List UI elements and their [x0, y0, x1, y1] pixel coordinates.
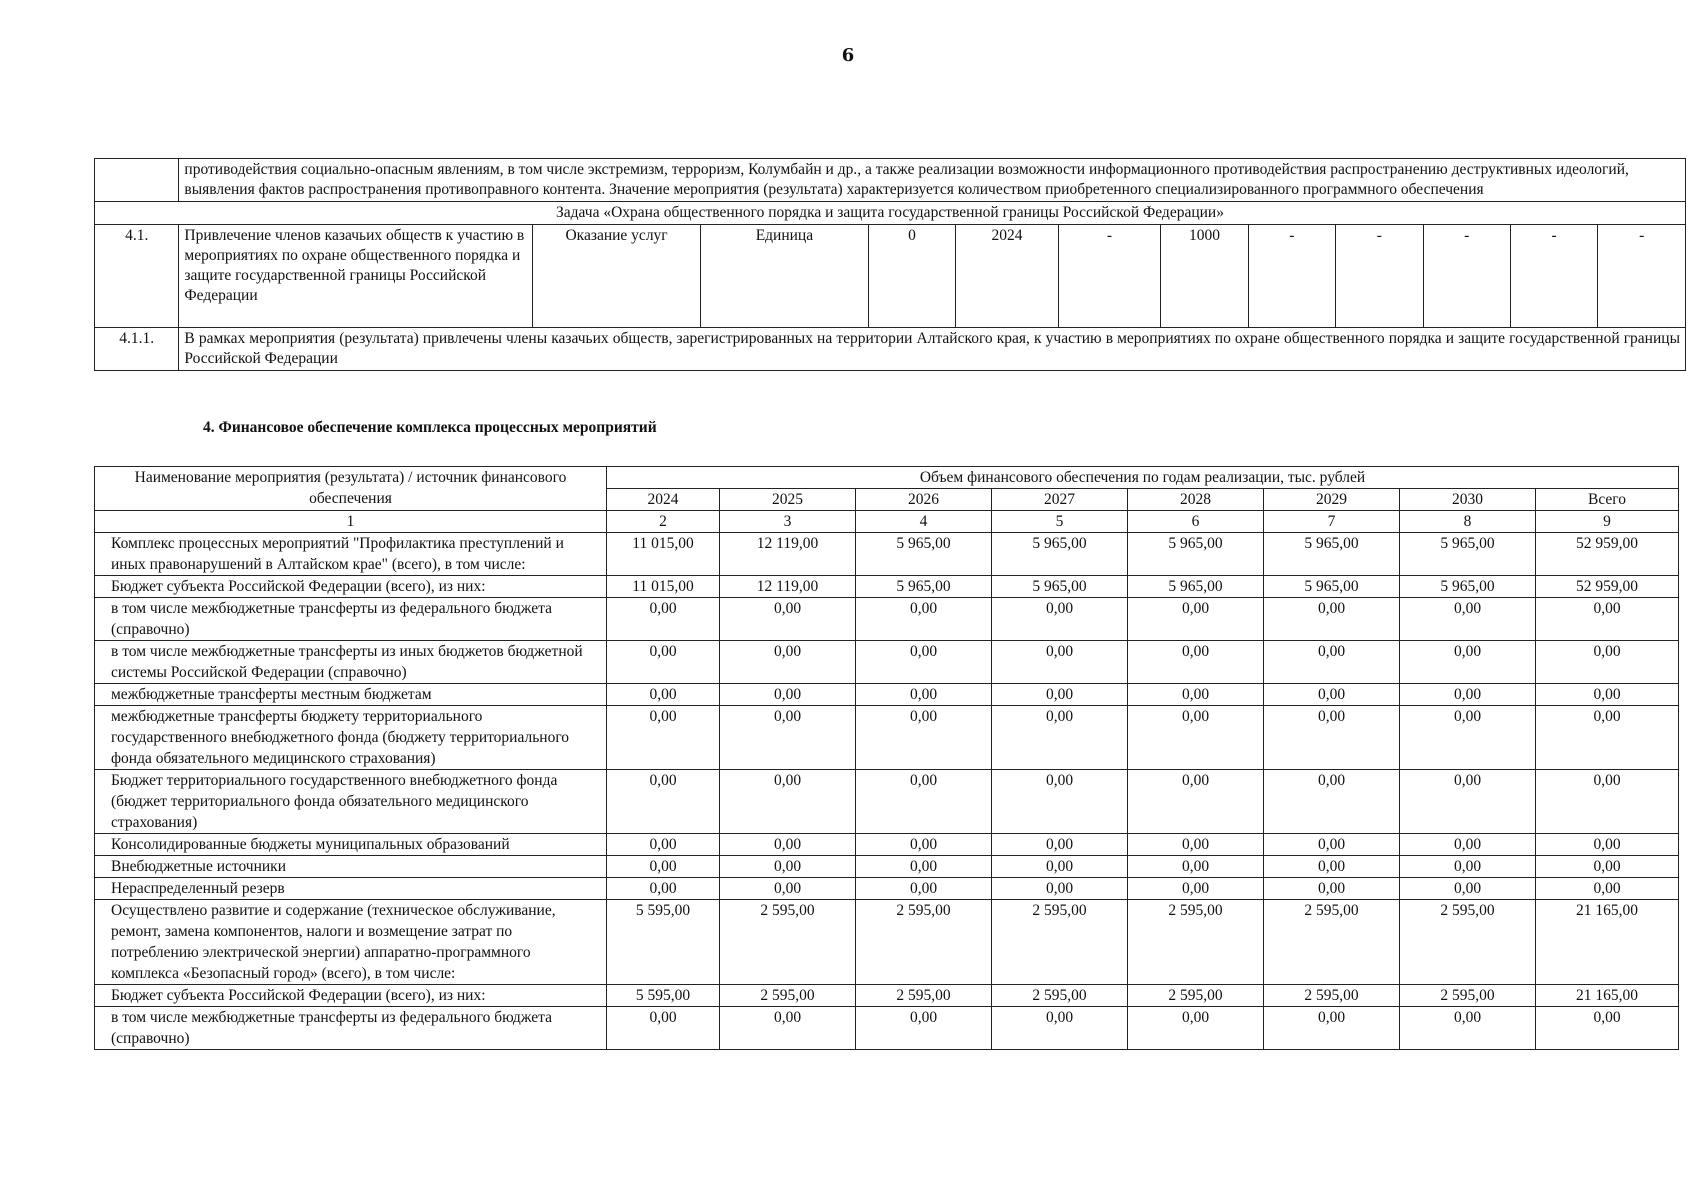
finance-row	[95, 985, 1679, 1007]
page-number: 6	[841, 45, 855, 66]
finance-row-name: Комплекс процессных мероприятий "Профилактика преступлений и иных правонарушений в Алтайском крае" (всего), в том числе:	[95, 533, 607, 576]
finance-value: 0,00	[1536, 834, 1679, 856]
finance-row	[95, 878, 1679, 900]
finance-value: 0,00	[992, 770, 1128, 834]
finance-value: 0,00	[1128, 598, 1264, 641]
finance-value: 0,00	[1264, 1007, 1400, 1050]
finance-value: 2 595,00	[1128, 900, 1264, 985]
finance-value: 0,00	[1536, 598, 1679, 641]
column-number: 7	[1264, 511, 1400, 533]
finance-value: 2 595,00	[856, 985, 992, 1007]
finance-value: 21 165,00	[1536, 900, 1679, 985]
finance-value: 0,00	[1264, 878, 1400, 900]
year-header: 2026	[856, 489, 992, 511]
subrow-text: В рамках мероприятия (результата) привлечены члены казачьих обществ, зарегистрированных на территории Алтайского края, к участию в мероприятиях по охране общественного порядка и защите государственной границы Российской Федерации	[179, 328, 1686, 371]
column-number: 8	[1400, 511, 1536, 533]
finance-value: 0,00	[607, 770, 720, 834]
finance-value: 2 595,00	[1128, 985, 1264, 1007]
header-name: Наименование мероприятия (результата) / источник финансового обеспечения	[95, 467, 607, 511]
finance-value: 0,00	[1128, 641, 1264, 684]
year-header: 2027	[992, 489, 1128, 511]
finance-row	[95, 834, 1679, 856]
section-title: 4. Финансовое обеспечение комплекса процессных мероприятий	[203, 419, 657, 436]
finance-value: 0,00	[720, 706, 856, 770]
finance-value: 0,00	[720, 641, 856, 684]
finance-value: 0,00	[856, 706, 992, 770]
finance-row-name: межбюджетные трансферты бюджету территориального государственного внебюджетного фонда (бюджету территориального фонда обязательного медицинского страхования)	[95, 706, 607, 770]
task-title: Задача «Охрана общественного порядка и защита государственной границы Российской Федерации»	[95, 202, 1686, 225]
finance-value: 0,00	[1264, 641, 1400, 684]
finance-row-name: Бюджет территориального государственного внебюджетного фонда (бюджет территориального фонда обязательного медицинского страхования)	[95, 770, 607, 834]
year-header: 2029	[1264, 489, 1400, 511]
finance-value: 0,00	[1128, 770, 1264, 834]
finance-value: 0,00	[1128, 684, 1264, 706]
finance-value: 0,00	[1400, 878, 1536, 900]
finance-value: 2 595,00	[992, 985, 1128, 1007]
finance-value: 5 965,00	[1264, 576, 1400, 598]
continuation-row	[95, 159, 1686, 202]
finance-value: 0,00	[992, 856, 1128, 878]
finance-row	[95, 684, 1679, 706]
continuation-text: противодействия социально-опасным явлениям, в том числе экстремизм, терроризм, Колумбайн и др., а также реализации возможности информационного противодействия распространению деструктивных идеологий, выявления фактов распространения противоправного контента. Значение мероприятия (результата) характеризуется количеством приобретенного специализированного программного обеспечения	[179, 159, 1686, 202]
empty-num-cell	[95, 159, 179, 202]
finance-value: 11 015,00	[607, 533, 720, 576]
finance-value: 0,00	[856, 684, 992, 706]
task-row	[95, 202, 1686, 225]
finance-value: 0,00	[1128, 1007, 1264, 1050]
finance-value: 0,00	[1400, 598, 1536, 641]
finance-value: 0,00	[720, 856, 856, 878]
event-value: -	[1058, 225, 1161, 328]
finance-value: 0,00	[720, 834, 856, 856]
header-group: Объем финансового обеспечения по годам реализации, тыс. рублей	[607, 467, 1679, 489]
finance-value: 2 595,00	[992, 900, 1128, 985]
finance-value: 2 595,00	[720, 900, 856, 985]
finance-value: 5 965,00	[856, 576, 992, 598]
finance-row-name: Внебюджетные источники	[95, 856, 607, 878]
finance-value: 2 595,00	[856, 900, 992, 985]
finance-row	[95, 641, 1679, 684]
finance-value: 12 119,00	[720, 576, 856, 598]
finance-value: 52 959,00	[1536, 533, 1679, 576]
finance-value: 0,00	[1400, 1007, 1536, 1050]
finance-value: 0,00	[992, 684, 1128, 706]
finance-value: 0,00	[607, 598, 720, 641]
finance-value: 0,00	[720, 770, 856, 834]
finance-value: 0,00	[607, 684, 720, 706]
finance-header-row	[95, 467, 1679, 489]
finance-value: 5 595,00	[607, 900, 720, 985]
finance-value: 0,00	[1264, 834, 1400, 856]
finance-value: 5 965,00	[1400, 576, 1536, 598]
finance-value: 2 595,00	[1264, 900, 1400, 985]
finance-value: 5 595,00	[607, 985, 720, 1007]
finance-value: 2 595,00	[1400, 900, 1536, 985]
finance-value: 52 959,00	[1536, 576, 1679, 598]
event-value: -	[1423, 225, 1510, 328]
finance-value: 2 595,00	[1264, 985, 1400, 1007]
finance-row	[95, 856, 1679, 878]
finance-row-name: в том числе межбюджетные трансферты из федерального бюджета (справочно)	[95, 1007, 607, 1050]
finance-value: 5 965,00	[1128, 533, 1264, 576]
finance-value: 0,00	[720, 878, 856, 900]
finance-value: 0,00	[1128, 856, 1264, 878]
finance-value: 0,00	[607, 1007, 720, 1050]
finance-row	[95, 598, 1679, 641]
event-value: -	[1248, 225, 1335, 328]
finance-value: 0,00	[856, 856, 992, 878]
finance-value: 0,00	[1264, 598, 1400, 641]
column-number: 3	[720, 511, 856, 533]
event-unit: Единица	[700, 225, 868, 328]
finance-value: 0,00	[607, 834, 720, 856]
finance-row-name: в том числе межбюджетные трансферты из иных бюджетов бюджетной системы Российской Федерации (справочно)	[95, 641, 607, 684]
finance-value: 0,00	[992, 834, 1128, 856]
finance-value: 0,00	[992, 641, 1128, 684]
finance-value: 0,00	[856, 598, 992, 641]
column-number: 2	[607, 511, 720, 533]
finance-value: 0,00	[856, 1007, 992, 1050]
finance-value: 0,00	[1264, 706, 1400, 770]
event-value: 1000	[1161, 225, 1248, 328]
finance-value: 0,00	[856, 641, 992, 684]
event-name: Привлечение членов казачьих обществ к участию в мероприятиях по охране общественного порядка и защите государственной границы Российской Федерации	[179, 225, 533, 328]
finance-value: 0,00	[1536, 641, 1679, 684]
finance-table	[94, 466, 1679, 1050]
finance-value: 0,00	[1264, 770, 1400, 834]
finance-value: 0,00	[992, 598, 1128, 641]
event-subrow	[95, 328, 1686, 371]
finance-value: 0,00	[1536, 1007, 1679, 1050]
finance-row-name: Бюджет субъекта Российской Федерации (всего), из них:	[95, 985, 607, 1007]
finance-row-name: Консолидированные бюджеты муниципальных образований	[95, 834, 607, 856]
finance-value: 5 965,00	[1128, 576, 1264, 598]
finance-value: 5 965,00	[1400, 533, 1536, 576]
finance-value: 0,00	[1264, 856, 1400, 878]
event-value: -	[1510, 225, 1597, 328]
finance-row	[95, 576, 1679, 598]
column-number: 9	[1536, 511, 1679, 533]
year-header: 2030	[1400, 489, 1536, 511]
event-base-value: 0	[868, 225, 955, 328]
finance-value: 0,00	[992, 1007, 1128, 1050]
event-num: 4.1.	[95, 225, 179, 328]
finance-row	[95, 900, 1679, 985]
finance-value: 0,00	[607, 878, 720, 900]
finance-value: 5 965,00	[992, 576, 1128, 598]
event-base-year: 2024	[956, 225, 1059, 328]
finance-value: 0,00	[720, 1007, 856, 1050]
event-value: -	[1598, 225, 1686, 328]
finance-value: 0,00	[1400, 856, 1536, 878]
column-number: 4	[856, 511, 992, 533]
column-number: 1	[95, 511, 607, 533]
finance-value: 2 595,00	[720, 985, 856, 1007]
finance-value: 0,00	[856, 770, 992, 834]
year-header: 2028	[1128, 489, 1264, 511]
finance-value: 0,00	[1264, 684, 1400, 706]
event-type: Оказание услуг	[533, 225, 701, 328]
finance-row-name: в том числе межбюджетные трансферты из федерального бюджета (справочно)	[95, 598, 607, 641]
finance-value: 11 015,00	[607, 576, 720, 598]
finance-value: 2 595,00	[1400, 985, 1536, 1007]
column-number: 5	[992, 511, 1128, 533]
finance-row	[95, 770, 1679, 834]
year-header: 2024	[607, 489, 720, 511]
finance-value: 0,00	[992, 878, 1128, 900]
finance-value: 5 965,00	[992, 533, 1128, 576]
finance-row	[95, 533, 1679, 576]
finance-row-name: Бюджет субъекта Российской Федерации (всего), из них:	[95, 576, 607, 598]
finance-row	[95, 706, 1679, 770]
finance-value: 0,00	[992, 706, 1128, 770]
finance-value: 0,00	[1128, 878, 1264, 900]
subrow-num: 4.1.1.	[95, 328, 179, 371]
finance-row-name: межбюджетные трансферты местным бюджетам	[95, 684, 607, 706]
finance-value: 0,00	[1536, 706, 1679, 770]
finance-row-name: Осуществлено развитие и содержание (техническое обслуживание, ремонт, замена компонентов, налоги и возмещение затрат по потреблению электрической энергии) аппаратно-программного комплекса «Безопасный город» (всего), в том числе:	[95, 900, 607, 985]
event-value: -	[1336, 225, 1423, 328]
finance-value: 0,00	[1400, 770, 1536, 834]
finance-value: 0,00	[720, 684, 856, 706]
column-numbers-row	[95, 511, 1679, 533]
finance-value: 0,00	[1536, 684, 1679, 706]
year-header: Всего	[1536, 489, 1679, 511]
finance-body	[95, 533, 1679, 1050]
event-row	[95, 225, 1686, 328]
year-header: 2025	[720, 489, 856, 511]
finance-value: 0,00	[1536, 856, 1679, 878]
column-number: 6	[1128, 511, 1264, 533]
finance-value: 0,00	[1400, 706, 1536, 770]
finance-value: 0,00	[1128, 706, 1264, 770]
finance-value: 0,00	[720, 598, 856, 641]
finance-value: 12 119,00	[720, 533, 856, 576]
finance-value: 5 965,00	[1264, 533, 1400, 576]
finance-value: 0,00	[1400, 641, 1536, 684]
activities-table	[94, 158, 1686, 371]
finance-value: 0,00	[607, 856, 720, 878]
finance-value: 0,00	[856, 878, 992, 900]
finance-row-name: Нераспределенный резерв	[95, 878, 607, 900]
finance-value: 0,00	[1128, 834, 1264, 856]
finance-value: 21 165,00	[1536, 985, 1679, 1007]
finance-value: 0,00	[607, 706, 720, 770]
finance-value: 0,00	[1400, 684, 1536, 706]
finance-value: 0,00	[607, 641, 720, 684]
finance-value: 5 965,00	[856, 533, 992, 576]
finance-value: 0,00	[1536, 878, 1679, 900]
finance-value: 0,00	[1400, 834, 1536, 856]
finance-value: 0,00	[856, 834, 992, 856]
finance-row	[95, 1007, 1679, 1050]
finance-value: 0,00	[1536, 770, 1679, 834]
